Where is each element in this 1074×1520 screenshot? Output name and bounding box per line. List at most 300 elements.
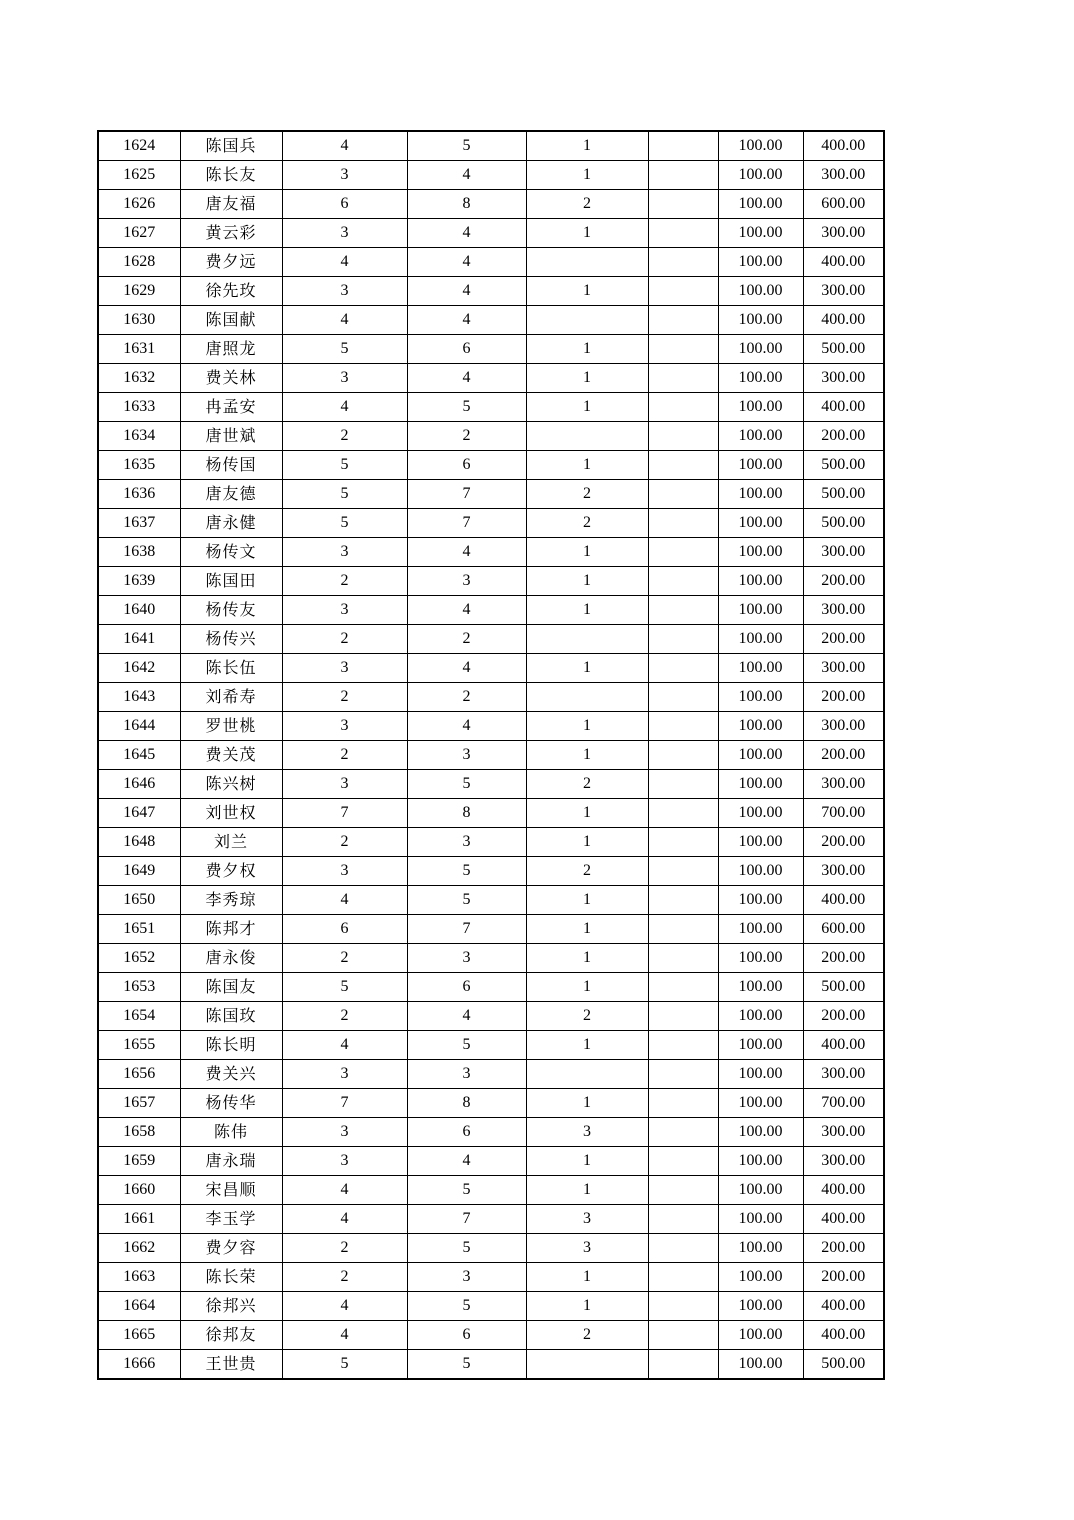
row-id-cell: 1655 [98, 1031, 180, 1060]
total-amount-cell: 300.00 [803, 712, 884, 741]
count-a-cell: 6 [282, 915, 407, 944]
total-amount-cell: 400.00 [803, 1321, 884, 1350]
blank-cell [648, 131, 718, 161]
count-b-cell: 3 [407, 567, 526, 596]
count-b-cell: 4 [407, 219, 526, 248]
count-a-cell: 2 [282, 944, 407, 973]
count-c-cell: 1 [526, 161, 648, 190]
count-b-cell: 4 [407, 654, 526, 683]
count-c-cell: 1 [526, 131, 648, 161]
count-c-cell: 1 [526, 538, 648, 567]
name-cell: 杨传友 [180, 596, 282, 625]
name-cell: 唐永健 [180, 509, 282, 538]
row-id-cell: 1634 [98, 422, 180, 451]
name-cell: 刘希寿 [180, 683, 282, 712]
count-b-cell: 3 [407, 828, 526, 857]
row-id-cell: 1649 [98, 857, 180, 886]
count-c-cell: 1 [526, 828, 648, 857]
unit-amount-cell: 100.00 [718, 567, 803, 596]
unit-amount-cell: 100.00 [718, 625, 803, 654]
total-amount-cell: 300.00 [803, 364, 884, 393]
unit-amount-cell: 100.00 [718, 1060, 803, 1089]
count-c-cell: 1 [526, 1089, 648, 1118]
table-row [98, 480, 884, 509]
unit-amount-cell: 100.00 [718, 944, 803, 973]
total-amount-cell: 500.00 [803, 335, 884, 364]
table-row [98, 1118, 884, 1147]
count-a-cell: 4 [282, 1321, 407, 1350]
name-cell: 刘世权 [180, 799, 282, 828]
row-id-cell: 1658 [98, 1118, 180, 1147]
table-row [98, 886, 884, 915]
name-cell: 陈国田 [180, 567, 282, 596]
table-row [98, 451, 884, 480]
unit-amount-cell: 100.00 [718, 1234, 803, 1263]
blank-cell [648, 1031, 718, 1060]
table-row [98, 393, 884, 422]
count-b-cell: 4 [407, 306, 526, 335]
table-row [98, 1089, 884, 1118]
unit-amount-cell: 100.00 [718, 190, 803, 219]
blank-cell [648, 770, 718, 799]
total-amount-cell: 500.00 [803, 509, 884, 538]
count-c-cell: 1 [526, 741, 648, 770]
name-cell: 黄云彩 [180, 219, 282, 248]
unit-amount-cell: 100.00 [718, 857, 803, 886]
name-cell: 李秀琼 [180, 886, 282, 915]
blank-cell [648, 596, 718, 625]
total-amount-cell: 300.00 [803, 1118, 884, 1147]
table-row [98, 161, 884, 190]
unit-amount-cell: 100.00 [718, 1350, 803, 1380]
table-row [98, 1031, 884, 1060]
total-amount-cell: 200.00 [803, 944, 884, 973]
blank-cell [648, 857, 718, 886]
table-row [98, 131, 884, 161]
table-row [98, 219, 884, 248]
table-row [98, 741, 884, 770]
row-id-cell: 1637 [98, 509, 180, 538]
count-b-cell: 4 [407, 538, 526, 567]
unit-amount-cell: 100.00 [718, 393, 803, 422]
count-c-cell: 3 [526, 1234, 648, 1263]
count-c-cell: 2 [526, 190, 648, 219]
total-amount-cell: 200.00 [803, 828, 884, 857]
row-id-cell: 1624 [98, 131, 180, 161]
total-amount-cell: 400.00 [803, 131, 884, 161]
name-cell: 杨传文 [180, 538, 282, 567]
table-row [98, 1002, 884, 1031]
row-id-cell: 1643 [98, 683, 180, 712]
count-a-cell: 5 [282, 335, 407, 364]
count-a-cell: 2 [282, 741, 407, 770]
table-row [98, 1263, 884, 1292]
count-b-cell: 5 [407, 131, 526, 161]
count-c-cell: 1 [526, 596, 648, 625]
table-row [98, 364, 884, 393]
count-a-cell: 2 [282, 1234, 407, 1263]
count-c-cell: 1 [526, 393, 648, 422]
count-b-cell: 4 [407, 364, 526, 393]
total-amount-cell: 300.00 [803, 277, 884, 306]
row-id-cell: 1663 [98, 1263, 180, 1292]
count-b-cell: 7 [407, 509, 526, 538]
unit-amount-cell: 100.00 [718, 422, 803, 451]
count-a-cell: 3 [282, 770, 407, 799]
name-cell: 陈国玫 [180, 1002, 282, 1031]
count-a-cell: 4 [282, 1031, 407, 1060]
blank-cell [648, 509, 718, 538]
total-amount-cell: 300.00 [803, 1147, 884, 1176]
table-row [98, 248, 884, 277]
blank-cell [648, 799, 718, 828]
name-cell: 罗世桃 [180, 712, 282, 741]
total-amount-cell: 200.00 [803, 625, 884, 654]
blank-cell [648, 161, 718, 190]
blank-cell [648, 828, 718, 857]
name-cell: 唐照龙 [180, 335, 282, 364]
unit-amount-cell: 100.00 [718, 741, 803, 770]
blank-cell [648, 886, 718, 915]
count-b-cell: 5 [407, 857, 526, 886]
unit-amount-cell: 100.00 [718, 1176, 803, 1205]
blank-cell [648, 944, 718, 973]
count-c-cell [526, 1060, 648, 1089]
unit-amount-cell: 100.00 [718, 712, 803, 741]
count-a-cell: 2 [282, 828, 407, 857]
count-c-cell: 2 [526, 509, 648, 538]
total-amount-cell: 200.00 [803, 422, 884, 451]
count-c-cell: 2 [526, 857, 648, 886]
row-id-cell: 1646 [98, 770, 180, 799]
name-cell: 陈长伍 [180, 654, 282, 683]
count-b-cell: 5 [407, 1350, 526, 1380]
blank-cell [648, 1002, 718, 1031]
count-b-cell: 5 [407, 1031, 526, 1060]
total-amount-cell: 500.00 [803, 1350, 884, 1380]
unit-amount-cell: 100.00 [718, 770, 803, 799]
unit-amount-cell: 100.00 [718, 1205, 803, 1234]
count-c-cell: 3 [526, 1205, 648, 1234]
row-id-cell: 1665 [98, 1321, 180, 1350]
name-cell: 费夕权 [180, 857, 282, 886]
table-row [98, 538, 884, 567]
table-row [98, 277, 884, 306]
blank-cell [648, 335, 718, 364]
row-id-cell: 1631 [98, 335, 180, 364]
total-amount-cell: 300.00 [803, 219, 884, 248]
row-id-cell: 1648 [98, 828, 180, 857]
name-cell: 刘兰 [180, 828, 282, 857]
total-amount-cell: 300.00 [803, 857, 884, 886]
count-a-cell: 4 [282, 886, 407, 915]
blank-cell [648, 1263, 718, 1292]
count-a-cell: 3 [282, 538, 407, 567]
unit-amount-cell: 100.00 [718, 306, 803, 335]
row-id-cell: 1659 [98, 1147, 180, 1176]
row-id-cell: 1654 [98, 1002, 180, 1031]
count-a-cell: 4 [282, 131, 407, 161]
count-c-cell [526, 248, 648, 277]
name-cell: 李玉学 [180, 1205, 282, 1234]
total-amount-cell: 700.00 [803, 1089, 884, 1118]
count-a-cell: 2 [282, 1002, 407, 1031]
count-c-cell: 1 [526, 567, 648, 596]
row-id-cell: 1656 [98, 1060, 180, 1089]
total-amount-cell: 400.00 [803, 1205, 884, 1234]
count-b-cell: 6 [407, 335, 526, 364]
total-amount-cell: 400.00 [803, 306, 884, 335]
unit-amount-cell: 100.00 [718, 1118, 803, 1147]
count-a-cell: 4 [282, 1176, 407, 1205]
blank-cell [648, 1118, 718, 1147]
blank-cell [648, 480, 718, 509]
name-cell: 陈长友 [180, 161, 282, 190]
name-cell: 唐永俊 [180, 944, 282, 973]
count-b-cell: 8 [407, 190, 526, 219]
count-b-cell: 6 [407, 1118, 526, 1147]
blank-cell [648, 1292, 718, 1321]
unit-amount-cell: 100.00 [718, 1263, 803, 1292]
count-b-cell: 3 [407, 944, 526, 973]
count-a-cell: 4 [282, 393, 407, 422]
count-a-cell: 4 [282, 1205, 407, 1234]
total-amount-cell: 400.00 [803, 248, 884, 277]
count-a-cell: 3 [282, 712, 407, 741]
blank-cell [648, 190, 718, 219]
count-a-cell: 3 [282, 1147, 407, 1176]
count-a-cell: 3 [282, 364, 407, 393]
count-c-cell [526, 422, 648, 451]
count-c-cell: 2 [526, 480, 648, 509]
count-c-cell: 1 [526, 886, 648, 915]
unit-amount-cell: 100.00 [718, 131, 803, 161]
count-a-cell: 2 [282, 625, 407, 654]
count-b-cell: 4 [407, 596, 526, 625]
count-c-cell: 1 [526, 1292, 648, 1321]
total-amount-cell: 700.00 [803, 799, 884, 828]
unit-amount-cell: 100.00 [718, 219, 803, 248]
total-amount-cell: 500.00 [803, 973, 884, 1002]
total-amount-cell: 600.00 [803, 915, 884, 944]
unit-amount-cell: 100.00 [718, 1292, 803, 1321]
blank-cell [648, 306, 718, 335]
row-id-cell: 1657 [98, 1089, 180, 1118]
count-a-cell: 3 [282, 161, 407, 190]
count-c-cell: 1 [526, 915, 648, 944]
count-b-cell: 8 [407, 1089, 526, 1118]
count-c-cell [526, 306, 648, 335]
blank-cell [648, 567, 718, 596]
name-cell: 费夕远 [180, 248, 282, 277]
count-b-cell: 4 [407, 1002, 526, 1031]
count-c-cell: 1 [526, 451, 648, 480]
row-id-cell: 1664 [98, 1292, 180, 1321]
blank-cell [648, 654, 718, 683]
count-a-cell: 2 [282, 1263, 407, 1292]
row-id-cell: 1666 [98, 1350, 180, 1380]
blank-cell [648, 1089, 718, 1118]
total-amount-cell: 500.00 [803, 451, 884, 480]
count-a-cell: 5 [282, 480, 407, 509]
name-cell: 陈国献 [180, 306, 282, 335]
table-row [98, 335, 884, 364]
row-id-cell: 1651 [98, 915, 180, 944]
total-amount-cell: 200.00 [803, 683, 884, 712]
row-id-cell: 1639 [98, 567, 180, 596]
count-b-cell: 4 [407, 161, 526, 190]
count-c-cell [526, 625, 648, 654]
table-row [98, 654, 884, 683]
unit-amount-cell: 100.00 [718, 480, 803, 509]
row-id-cell: 1628 [98, 248, 180, 277]
count-b-cell: 8 [407, 799, 526, 828]
blank-cell [648, 1321, 718, 1350]
row-id-cell: 1644 [98, 712, 180, 741]
total-amount-cell: 300.00 [803, 538, 884, 567]
count-b-cell: 6 [407, 451, 526, 480]
blank-cell [648, 1147, 718, 1176]
blank-cell [648, 741, 718, 770]
unit-amount-cell: 100.00 [718, 277, 803, 306]
unit-amount-cell: 100.00 [718, 1321, 803, 1350]
count-c-cell: 1 [526, 1147, 648, 1176]
count-b-cell: 7 [407, 480, 526, 509]
row-id-cell: 1652 [98, 944, 180, 973]
unit-amount-cell: 100.00 [718, 1031, 803, 1060]
count-c-cell [526, 683, 648, 712]
blank-cell [648, 1060, 718, 1089]
unit-amount-cell: 100.00 [718, 596, 803, 625]
name-cell: 陈邦才 [180, 915, 282, 944]
total-amount-cell: 300.00 [803, 596, 884, 625]
unit-amount-cell: 100.00 [718, 335, 803, 364]
unit-amount-cell: 100.00 [718, 828, 803, 857]
blank-cell [648, 683, 718, 712]
table-row [98, 828, 884, 857]
blank-cell [648, 277, 718, 306]
unit-amount-cell: 100.00 [718, 1147, 803, 1176]
row-id-cell: 1653 [98, 973, 180, 1002]
name-cell: 费夕容 [180, 1234, 282, 1263]
table-row [98, 1350, 884, 1380]
count-c-cell [526, 1350, 648, 1380]
unit-amount-cell: 100.00 [718, 1002, 803, 1031]
total-amount-cell: 300.00 [803, 770, 884, 799]
count-a-cell: 5 [282, 973, 407, 1002]
blank-cell [648, 1205, 718, 1234]
count-b-cell: 4 [407, 248, 526, 277]
count-a-cell: 7 [282, 799, 407, 828]
count-c-cell: 1 [526, 799, 648, 828]
blank-cell [648, 973, 718, 1002]
count-a-cell: 4 [282, 1292, 407, 1321]
table-row [98, 770, 884, 799]
name-cell: 冉孟安 [180, 393, 282, 422]
total-amount-cell: 300.00 [803, 1060, 884, 1089]
total-amount-cell: 300.00 [803, 161, 884, 190]
unit-amount-cell: 100.00 [718, 973, 803, 1002]
count-a-cell: 3 [282, 1060, 407, 1089]
name-cell: 唐友德 [180, 480, 282, 509]
count-b-cell: 3 [407, 1263, 526, 1292]
name-cell: 徐邦友 [180, 1321, 282, 1350]
blank-cell [648, 451, 718, 480]
unit-amount-cell: 100.00 [718, 509, 803, 538]
total-amount-cell: 400.00 [803, 393, 884, 422]
count-b-cell: 7 [407, 915, 526, 944]
table-row [98, 190, 884, 219]
count-c-cell: 1 [526, 1176, 648, 1205]
count-c-cell: 2 [526, 1002, 648, 1031]
name-cell: 费关林 [180, 364, 282, 393]
table-row [98, 915, 884, 944]
blank-cell [648, 422, 718, 451]
name-cell: 唐友福 [180, 190, 282, 219]
unit-amount-cell: 100.00 [718, 161, 803, 190]
total-amount-cell: 600.00 [803, 190, 884, 219]
count-c-cell: 3 [526, 1118, 648, 1147]
total-amount-cell: 200.00 [803, 1263, 884, 1292]
count-b-cell: 7 [407, 1205, 526, 1234]
name-cell: 徐先玫 [180, 277, 282, 306]
table-row [98, 567, 884, 596]
total-amount-cell: 500.00 [803, 480, 884, 509]
count-b-cell: 4 [407, 712, 526, 741]
count-b-cell: 4 [407, 1147, 526, 1176]
table-row [98, 973, 884, 1002]
table-body [98, 131, 884, 1379]
table-row [98, 799, 884, 828]
table-row [98, 1205, 884, 1234]
blank-cell [648, 712, 718, 741]
total-amount-cell: 200.00 [803, 1002, 884, 1031]
blank-cell [648, 364, 718, 393]
name-cell: 费关兴 [180, 1060, 282, 1089]
count-c-cell: 1 [526, 1263, 648, 1292]
blank-cell [648, 1350, 718, 1380]
table-row [98, 625, 884, 654]
table-row [98, 422, 884, 451]
row-id-cell: 1626 [98, 190, 180, 219]
count-c-cell: 1 [526, 973, 648, 1002]
table-row [98, 509, 884, 538]
table-row [98, 306, 884, 335]
total-amount-cell: 400.00 [803, 1292, 884, 1321]
unit-amount-cell: 100.00 [718, 915, 803, 944]
count-c-cell: 1 [526, 335, 648, 364]
blank-cell [648, 393, 718, 422]
row-id-cell: 1660 [98, 1176, 180, 1205]
row-id-cell: 1645 [98, 741, 180, 770]
name-cell: 唐永瑞 [180, 1147, 282, 1176]
name-cell: 陈国兵 [180, 131, 282, 161]
table-row [98, 1147, 884, 1176]
count-c-cell: 2 [526, 1321, 648, 1350]
blank-cell [648, 248, 718, 277]
name-cell: 陈长荣 [180, 1263, 282, 1292]
name-cell: 唐世斌 [180, 422, 282, 451]
table-row [98, 857, 884, 886]
name-cell: 王世贵 [180, 1350, 282, 1380]
total-amount-cell: 200.00 [803, 1234, 884, 1263]
count-b-cell: 2 [407, 683, 526, 712]
count-a-cell: 3 [282, 277, 407, 306]
blank-cell [648, 1176, 718, 1205]
count-b-cell: 6 [407, 973, 526, 1002]
count-a-cell: 6 [282, 190, 407, 219]
name-cell: 杨传华 [180, 1089, 282, 1118]
